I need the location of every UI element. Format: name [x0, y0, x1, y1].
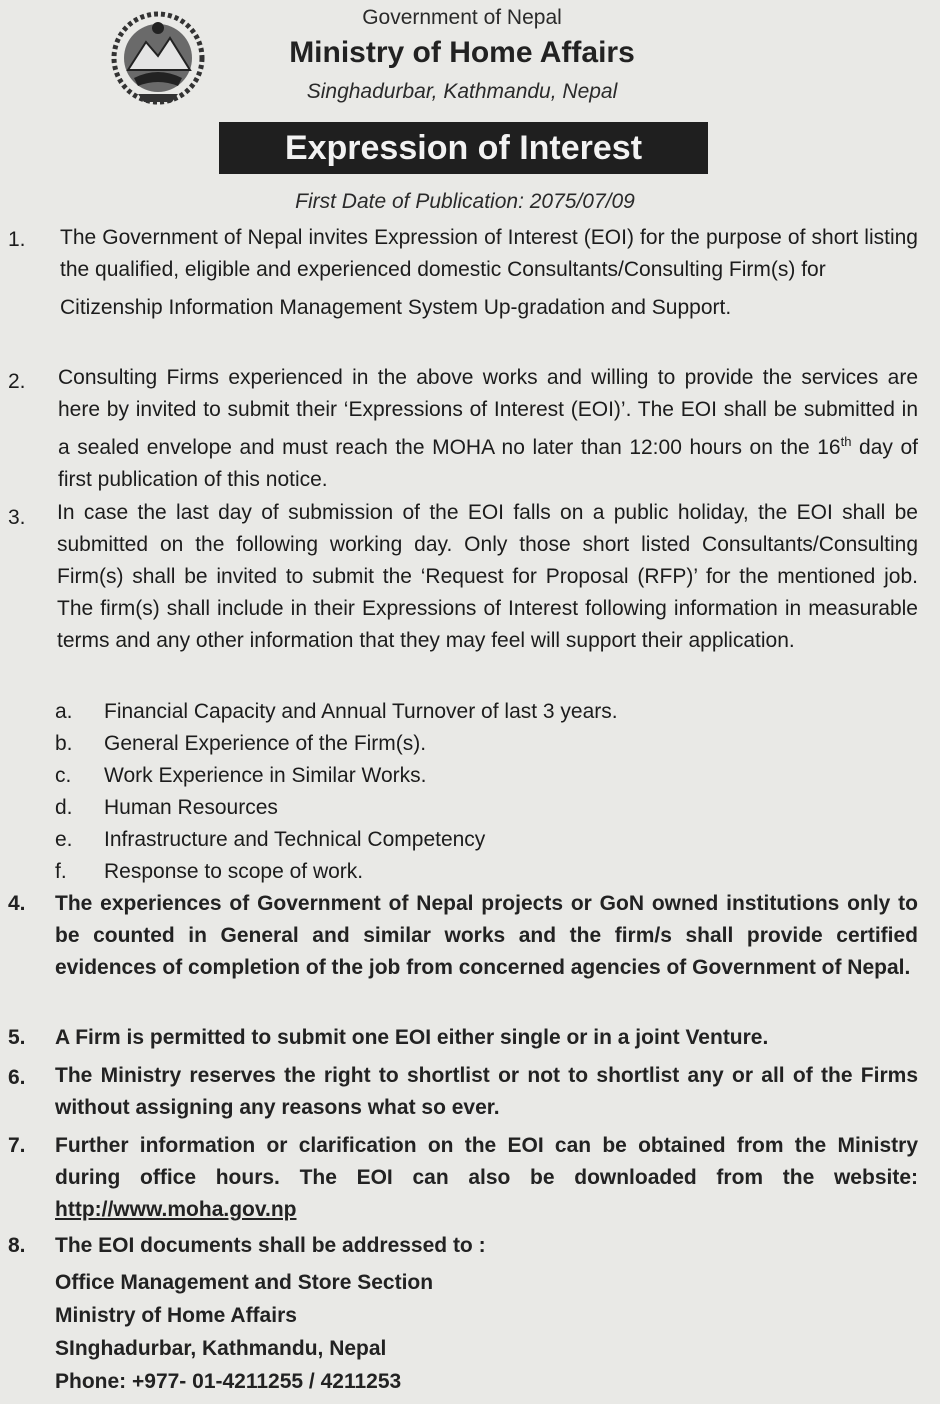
item-text: The Ministry reserves the right to shortlist or not to shortlist any or all of the Firms without assigning any reasons what so ever. — [55, 1064, 918, 1119]
list-letter: e. — [55, 828, 73, 851]
notice-item-7 — [55, 1130, 918, 1226]
item-text: The EOI documents shall be addressed to : — [55, 1234, 486, 1257]
item-text: The experiences of Government of Nepal projects or GoN owned institutions only to be counted in General and similar works and the firm/s shall provide certified evidences of completion of the job from concerned agencies of Government of Nepal. — [55, 892, 918, 979]
phone-line — [55, 1365, 918, 1398]
notice-header — [0, 0, 940, 120]
ministry-title: Ministry of Home Affairs — [289, 36, 635, 69]
submission-address — [55, 1266, 918, 1398]
nepal-emblem-icon — [108, 8, 208, 108]
notice-item-5 — [55, 1022, 918, 1054]
list-letter: c. — [55, 764, 72, 787]
item-number: 6. — [8, 1066, 26, 1089]
item-number: 7. — [8, 1134, 26, 1157]
item-text: day of first publication of this notice. — [58, 436, 918, 491]
list-text: Infrastructure and Technical Competency — [104, 828, 486, 851]
address-line: SInghadurbar, Kathmandu, Nepal — [55, 1337, 387, 1360]
notice-item-2 — [58, 362, 918, 496]
notice-title-banner: Expression of Interest — [219, 122, 708, 174]
publication-date: First Date of Publication: 2075/07/09 — [295, 190, 635, 213]
address-line: Ministry of Home Affairs — [55, 1304, 297, 1327]
item-number: 2. — [8, 370, 26, 393]
notice-item-4 — [55, 888, 918, 984]
item-number: 4. — [8, 892, 26, 915]
item-text: In case the last day of submission of the EOI falls on a public holiday, the EOI shall be submitted on the following working day. Only those short listed Consultants/Consulting Firm(s) shall be invited to submit the ‘Request for Proposal (RFP)’ for the mentioned job. The firm(s) shall include in their Expressions of Interest following information in measurable terms and any other information that they may feel will support their application. — [57, 501, 918, 652]
list-letter: f. — [55, 860, 67, 883]
list-text: Human Resources — [104, 796, 278, 819]
notice-item-6 — [55, 1060, 918, 1124]
notice-item-3 — [57, 497, 918, 657]
list-text: General Experience of the Firm(s). — [104, 732, 427, 755]
item-text: Further information or clarification on the EOI can be obtained from the Ministry during office hours. The EOI can also be downloaded from the website: — [55, 1134, 918, 1189]
item-number: 1. — [8, 228, 26, 251]
item-text: The Government of Nepal invites Expression of Interest (EOI) for the purpose of short listing the qualified, eligible and experienced domestic Consultants/Consulting Firm(s) for — [60, 226, 918, 281]
ordinal-suffix: th — [840, 434, 852, 449]
list-text: Work Experience in Similar Works. — [104, 764, 427, 787]
list-text: Response to scope of work. — [104, 860, 364, 883]
item-text: Consulting Firms experienced in the above works and willing to provide the services are here by invited to submit their ‘Expressions of Interest (EOI)’. The EOI shall be submitted in a sealed envelope and must reach the MOHA no later than 12:00 hours on the 16 — [58, 366, 918, 459]
website-link[interactable]: http://www.moha.gov.np — [55, 1198, 297, 1221]
item-number: 5. — [8, 1026, 26, 1049]
notice-item-8 — [55, 1230, 918, 1398]
address-line: Office Management and Store Section — [55, 1271, 434, 1294]
item-number: 8. — [8, 1234, 26, 1257]
list-letter: d. — [55, 796, 73, 819]
notice-item-1 — [60, 222, 918, 324]
item-number: 3. — [8, 506, 26, 529]
assignment-subject: Citizenship Information Management System Up-gradation and Support. — [60, 296, 732, 319]
list-text: Financial Capacity and Annual Turnover of last 3 years. — [104, 700, 618, 723]
government-title: Government of Nepal — [362, 6, 562, 29]
phone-label: Phone: — [55, 1370, 127, 1393]
item-text: A Firm is permitted to submit one EOI either single or in a joint Venture. — [55, 1026, 769, 1049]
phone-number: +977- 01-4211255 / 4211253 — [126, 1370, 402, 1393]
list-letter: a. — [55, 700, 73, 723]
list-letter: b. — [55, 732, 73, 755]
ministry-address: Singhadurbar, Kathmandu, Nepal — [306, 80, 618, 103]
